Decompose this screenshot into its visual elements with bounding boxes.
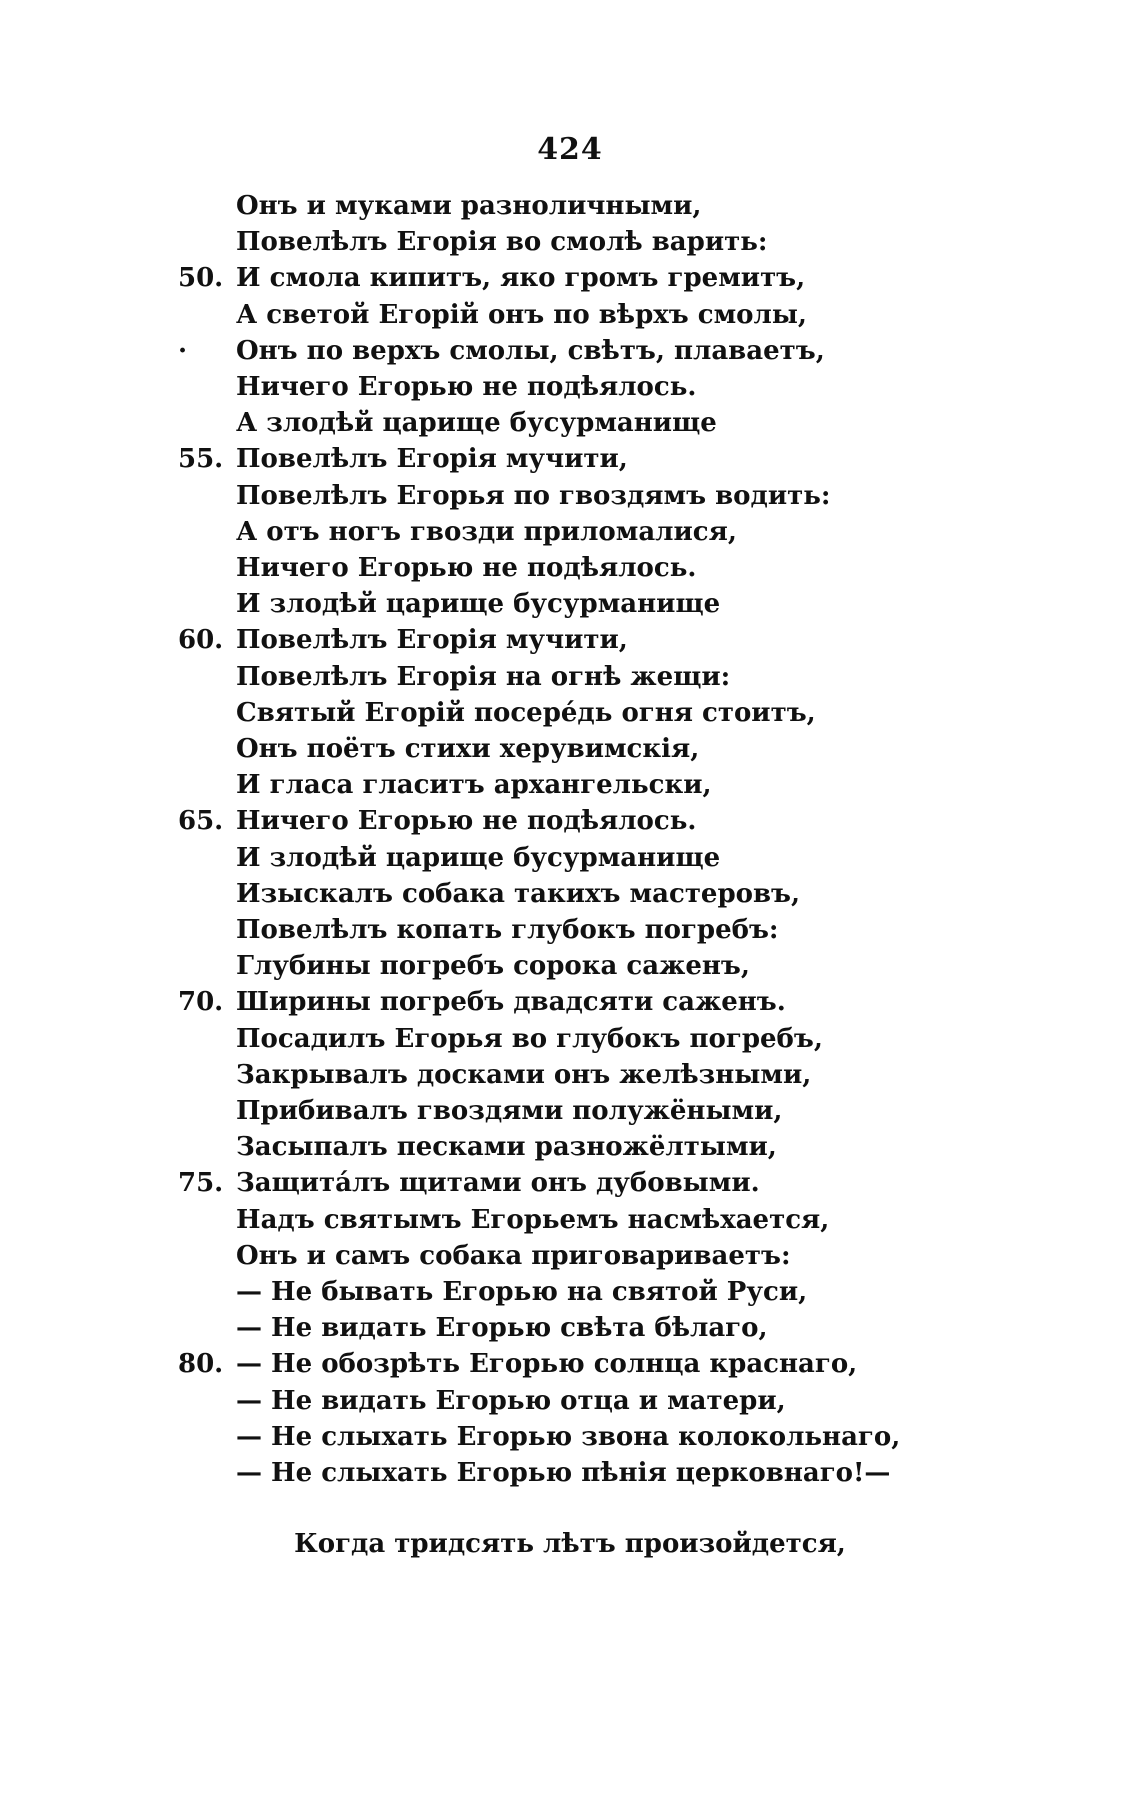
line-text: — Не слыхать Егорью звона колокольнаго, [236,1421,901,1452]
line-text: А светой Егорій онъ по вѣрхъ смолы, [236,299,807,330]
line-text: Засыпалъ песками разножёлтыми, [236,1132,777,1163]
verse-line [0,1383,1140,1419]
verse-line [0,1021,1140,1057]
line-text: Повелѣлъ Егорія мучити, [236,444,628,475]
page-number: 424 [537,132,603,167]
verse-line [0,1274,1140,1310]
verse-line [0,1202,1140,1238]
line-text: Повелѣлъ Егорья по гвоздямъ водить: [236,480,831,511]
verse-line [0,550,1140,586]
line-number: 80. [178,1349,224,1380]
verse-line [0,1057,1140,1093]
continuation-line: Когда тридсять лѣтъ произойдется, [294,1529,846,1559]
verse-line [0,1129,1140,1165]
verse-line [0,803,1140,839]
verse-line [0,586,1140,622]
verse-line [0,767,1140,803]
line-number: 60. [178,625,224,656]
verse-line [0,948,1140,984]
line-text: И гласа гласитъ архангельски, [236,770,712,801]
line-text: — Не видать Егорью отца и матери, [236,1385,786,1416]
line-text: Онъ поётъ стихи херувимскія, [236,734,700,764]
line-number: 75. [178,1168,224,1199]
line-number: · [178,335,188,366]
line-text: — Не обозрѣть Егорью солнца краснаго, [236,1349,858,1380]
line-text: Ничего Егорью не подѣялось. [236,372,697,402]
line-text: А злодѣй царище бусурманище [236,408,717,439]
verse-line [0,1093,1140,1129]
verse-line [0,441,1140,477]
line-text: Посадилъ Егорья во глубокъ погребъ, [236,1023,823,1054]
verse-line [0,1238,1140,1274]
line-text: Защитáлъ щитами онъ дубовыми. [236,1168,760,1199]
line-text: Надъ святымъ Егорьемъ насмѣхается, [236,1204,830,1235]
line-text: Онъ и муками разноличными, [236,191,702,221]
line-number: 50. [178,263,224,294]
line-text: Ничего Егорью не подѣялось. [236,806,697,837]
verse-line [0,840,1140,876]
line-text: Онъ и самъ собака приговариваетъ: [236,1240,791,1271]
verse-line [0,333,1140,369]
verse-line [0,224,1140,260]
verse-line [0,405,1140,441]
line-number: 70. [178,987,224,1018]
verse-line [0,297,1140,333]
verse-line [0,260,1140,296]
line-text: — Не слыхать Егорью пѣнія церковнаго!— [236,1458,891,1488]
verse-line [0,912,1140,948]
line-text: И смола кипитъ, яко громъ гремитъ, [236,263,806,294]
line-text: Ширины погребъ двадсяти саженъ. [236,987,786,1018]
verse-line [0,478,1140,514]
line-text: Повелѣлъ Егорія во смолѣ варить: [236,227,768,258]
line-text: Святый Егорій посерéдь огня стоитъ, [236,697,816,728]
line-text: И злодѣй царище бусурманище [236,589,721,620]
line-text: Прибивалъ гвоздями полужёными, [236,1096,783,1126]
verse-line [0,514,1140,550]
line-text: И злодѣй царище бусурманище [236,842,721,873]
line-text: А отъ ногъ гвозди приломалися, [236,516,737,547]
verse-line [0,369,1140,405]
line-number: 65. [178,806,224,837]
verse-line [0,188,1140,224]
verse-line [0,876,1140,912]
verse-line [0,731,1140,767]
verse-line [0,622,1140,658]
line-text: Повелѣлъ Егорія мучити, [236,625,628,656]
line-text: Глубины погребъ сорока саженъ, [236,951,750,982]
verse-line [0,1419,1140,1455]
verse-line [0,1165,1140,1201]
line-text: — Не видать Егорью свѣта бѣлаго, [236,1313,768,1344]
line-text: Повелѣлъ Егорія на огнѣ жещи: [236,661,731,692]
line-number: 55. [178,444,224,475]
verse-line [0,695,1140,731]
line-text: Закрывалъ досками онъ желѣзными, [236,1059,812,1090]
line-text: — Не бывать Егорью на святой Руси, [236,1277,808,1307]
verse-line [0,659,1140,695]
verse-line [0,1310,1140,1346]
line-text: Повелѣлъ копать глубокъ погребъ: [236,915,779,945]
verse-line [0,984,1140,1020]
line-text: Изыскалъ собака такихъ мастеровъ, [236,878,801,909]
verse-line [0,1455,1140,1491]
verse-line [0,1346,1140,1382]
line-text: Онъ по верхъ смолы, свѣтъ, плаваетъ, [236,335,825,366]
line-text: Ничего Егорью не подѣялось. [236,553,697,583]
